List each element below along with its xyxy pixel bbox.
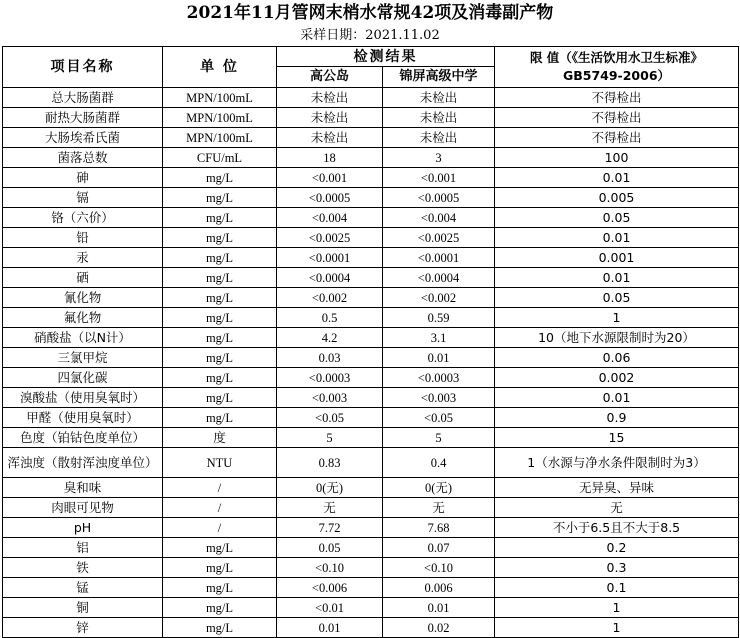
- limit-cell: 1: [495, 598, 739, 618]
- limit-cell: 0.01: [495, 228, 739, 248]
- item-cell: 色度（铂钴色度单位）: [3, 428, 163, 448]
- site2-value-cell: 0.59: [383, 308, 495, 328]
- site1-value-cell: 未检出: [277, 108, 383, 128]
- limit-cell: 1（水源与净水条件限制时为3）: [495, 448, 739, 478]
- site1-value-cell: 0(无): [277, 478, 383, 498]
- site2-value-cell: <0.10: [383, 558, 495, 578]
- limit-cell: 0.9: [495, 408, 739, 428]
- table-row: [3, 428, 739, 448]
- site1-value-cell: <0.05: [277, 408, 383, 428]
- limit-cell: 0.05: [495, 208, 739, 228]
- unit-cell: mg/L: [163, 288, 277, 308]
- site1-value-cell: <0.006: [277, 578, 383, 598]
- unit-cell: mg/L: [163, 558, 277, 578]
- unit-cell: MPN/100mL: [163, 108, 277, 128]
- header-site2: 锦屏高级中学: [383, 67, 495, 88]
- site1-value-cell: 4.2: [277, 328, 383, 348]
- site2-value-cell: 0(无): [383, 478, 495, 498]
- item-cell: 铝: [3, 538, 163, 558]
- site2-value-cell: 0.07: [383, 538, 495, 558]
- table-row: [3, 248, 739, 268]
- item-cell: 铅: [3, 228, 163, 248]
- table-row: [3, 208, 739, 228]
- site2-value-cell: <0.0004: [383, 268, 495, 288]
- limit-cell: 不小于6.5且不大于8.5: [495, 518, 739, 538]
- table-row: [3, 308, 739, 328]
- item-cell: 铁: [3, 558, 163, 578]
- item-cell: 砷: [3, 168, 163, 188]
- item-cell: 甲醛（使用臭氧时）: [3, 408, 163, 428]
- site2-value-cell: <0.0001: [383, 248, 495, 268]
- unit-cell: mg/L: [163, 368, 277, 388]
- header-limit-line2: GB5749-2006）: [562, 68, 671, 83]
- unit-cell: 度: [163, 428, 277, 448]
- limit-cell: 10（地下水源限制时为20）: [495, 328, 739, 348]
- item-cell: 镉: [3, 188, 163, 208]
- site1-value-cell: <0.0001: [277, 248, 383, 268]
- item-cell: 硝酸盐（以N计）: [3, 328, 163, 348]
- limit-cell: 0.3: [495, 558, 739, 578]
- site2-value-cell: 3: [383, 148, 495, 168]
- site1-value-cell: 18: [277, 148, 383, 168]
- site1-value-cell: 5: [277, 428, 383, 448]
- unit-cell: mg/L: [163, 408, 277, 428]
- unit-cell: mg/L: [163, 328, 277, 348]
- table-row: [3, 288, 739, 308]
- site2-value-cell: 5: [383, 428, 495, 448]
- header-limit-line1: 限 值（《生活饮用水卫生标准》: [529, 50, 704, 65]
- limit-cell: 0.01: [495, 168, 739, 188]
- item-cell: 菌落总数: [3, 148, 163, 168]
- unit-cell: NTU: [163, 448, 277, 478]
- limit-cell: 0.01: [495, 268, 739, 288]
- site2-value-cell: 3.1: [383, 328, 495, 348]
- site1-value-cell: <0.001: [277, 168, 383, 188]
- item-cell: 汞: [3, 248, 163, 268]
- item-cell: 三氯甲烷: [3, 348, 163, 368]
- site2-value-cell: 未检出: [383, 88, 495, 108]
- unit-cell: mg/L: [163, 598, 277, 618]
- limit-cell: 0.005: [495, 188, 739, 208]
- unit-cell: mg/L: [163, 308, 277, 328]
- site2-value-cell: <0.0005: [383, 188, 495, 208]
- limit-cell: 0.1: [495, 578, 739, 598]
- unit-cell: /: [163, 518, 277, 538]
- unit-cell: MPN/100mL: [163, 88, 277, 108]
- limit-cell: 1: [495, 618, 739, 638]
- table-row: [3, 188, 739, 208]
- header-site1: 高公岛: [277, 67, 383, 88]
- table-body: [3, 88, 739, 638]
- table-row: [3, 148, 739, 168]
- item-cell: 溴酸盐（使用臭氧时）: [3, 388, 163, 408]
- item-cell: 总大肠菌群: [3, 88, 163, 108]
- table-row: [3, 578, 739, 598]
- table-row: [3, 128, 739, 148]
- site1-value-cell: <0.004: [277, 208, 383, 228]
- site1-value-cell: 0.83: [277, 448, 383, 478]
- unit-cell: mg/L: [163, 268, 277, 288]
- site1-value-cell: <0.003: [277, 388, 383, 408]
- limit-cell: 1: [495, 308, 739, 328]
- limit-cell: 100: [495, 148, 739, 168]
- site1-value-cell: 未检出: [277, 128, 383, 148]
- site2-value-cell: <0.0025: [383, 228, 495, 248]
- limit-cell: 不得检出: [495, 88, 739, 108]
- site1-value-cell: 0.01: [277, 618, 383, 638]
- header-item: 项目名称: [3, 47, 163, 88]
- site2-value-cell: 未检出: [383, 108, 495, 128]
- limit-cell: 0.001: [495, 248, 739, 268]
- table-row: [3, 518, 739, 538]
- site2-value-cell: <0.002: [383, 288, 495, 308]
- unit-cell: mg/L: [163, 248, 277, 268]
- unit-cell: /: [163, 478, 277, 498]
- site2-value-cell: 0.006: [383, 578, 495, 598]
- sample-date: 采样日期：2021.11.02: [300, 28, 440, 43]
- site2-value-cell: 7.68: [383, 518, 495, 538]
- site1-value-cell: 未检出: [277, 88, 383, 108]
- unit-cell: mg/L: [163, 618, 277, 638]
- limit-cell: 无异臭、异味: [495, 478, 739, 498]
- site1-value-cell: <0.002: [277, 288, 383, 308]
- site1-value-cell: <0.0003: [277, 368, 383, 388]
- limit-cell: 0.002: [495, 368, 739, 388]
- unit-cell: mg/L: [163, 348, 277, 368]
- limit-cell: 不得检出: [495, 128, 739, 148]
- site1-value-cell: <0.01: [277, 598, 383, 618]
- header-result: 检测结果: [277, 47, 495, 67]
- site1-value-cell: 0.05: [277, 538, 383, 558]
- unit-cell: mg/L: [163, 578, 277, 598]
- table-row: [3, 408, 739, 428]
- table-row: [3, 268, 739, 288]
- table-row: [3, 88, 739, 108]
- item-cell: 硒: [3, 268, 163, 288]
- site1-value-cell: <0.0025: [277, 228, 383, 248]
- table-row: [3, 368, 739, 388]
- site2-value-cell: <0.003: [383, 388, 495, 408]
- item-cell: 铬（六价）: [3, 208, 163, 228]
- site1-value-cell: 无: [277, 498, 383, 518]
- limit-cell: 0.01: [495, 388, 739, 408]
- table-row: [3, 168, 739, 188]
- limit-cell: 不得检出: [495, 108, 739, 128]
- unit-cell: CFU/mL: [163, 148, 277, 168]
- header-unit: 单 位: [163, 47, 277, 88]
- limit-cell: 0.2: [495, 538, 739, 558]
- limit-cell: 15: [495, 428, 739, 448]
- table-row: [3, 328, 739, 348]
- site2-value-cell: <0.0003: [383, 368, 495, 388]
- item-cell: 锌: [3, 618, 163, 638]
- item-cell: 锰: [3, 578, 163, 598]
- unit-cell: MPN/100mL: [163, 128, 277, 148]
- site2-value-cell: 0.02: [383, 618, 495, 638]
- item-cell: 耐热大肠菌群: [3, 108, 163, 128]
- site1-value-cell: 0.5: [277, 308, 383, 328]
- table-row: [3, 598, 739, 618]
- table-row: [3, 498, 739, 518]
- site1-value-cell: 7.72: [277, 518, 383, 538]
- unit-cell: /: [163, 498, 277, 518]
- table-row: [3, 558, 739, 578]
- site1-value-cell: 0.03: [277, 348, 383, 368]
- document-title: 2021年11月管网末梢水常规42项及消毒副产物: [186, 3, 554, 23]
- site1-value-cell: <0.10: [277, 558, 383, 578]
- item-cell: 大肠埃希氏菌: [3, 128, 163, 148]
- header-limit: [495, 47, 739, 88]
- table-row: [3, 228, 739, 248]
- table-row: [3, 348, 739, 368]
- item-cell: 臭和味: [3, 478, 163, 498]
- site2-value-cell: 未检出: [383, 128, 495, 148]
- table-row: [3, 448, 739, 478]
- unit-cell: mg/L: [163, 168, 277, 188]
- site2-value-cell: 0.01: [383, 598, 495, 618]
- site2-value-cell: 无: [383, 498, 495, 518]
- site2-value-cell: <0.004: [383, 208, 495, 228]
- table-row: [3, 388, 739, 408]
- item-cell: 四氯化碳: [3, 368, 163, 388]
- limit-cell: 无: [495, 498, 739, 518]
- site2-value-cell: <0.05: [383, 408, 495, 428]
- site2-value-cell: 0.4: [383, 448, 495, 478]
- unit-cell: mg/L: [163, 208, 277, 228]
- item-cell: 浑浊度（散射浑浊度单位）: [3, 448, 163, 478]
- unit-cell: mg/L: [163, 538, 277, 558]
- unit-cell: mg/L: [163, 188, 277, 208]
- site2-value-cell: 0.01: [383, 348, 495, 368]
- item-cell: 氰化物: [3, 288, 163, 308]
- table-row: [3, 478, 739, 498]
- unit-cell: mg/L: [163, 388, 277, 408]
- unit-cell: mg/L: [163, 228, 277, 248]
- table-row: [3, 108, 739, 128]
- item-cell: 肉眼可见物: [3, 498, 163, 518]
- limit-cell: 0.05: [495, 288, 739, 308]
- table-row: [3, 538, 739, 558]
- site1-value-cell: <0.0004: [277, 268, 383, 288]
- water-quality-table: [2, 46, 739, 638]
- site1-value-cell: <0.0005: [277, 188, 383, 208]
- item-cell: pH: [3, 518, 163, 538]
- item-cell: 氟化物: [3, 308, 163, 328]
- site2-value-cell: <0.001: [383, 168, 495, 188]
- limit-cell: 0.06: [495, 348, 739, 368]
- item-cell: 铜: [3, 598, 163, 618]
